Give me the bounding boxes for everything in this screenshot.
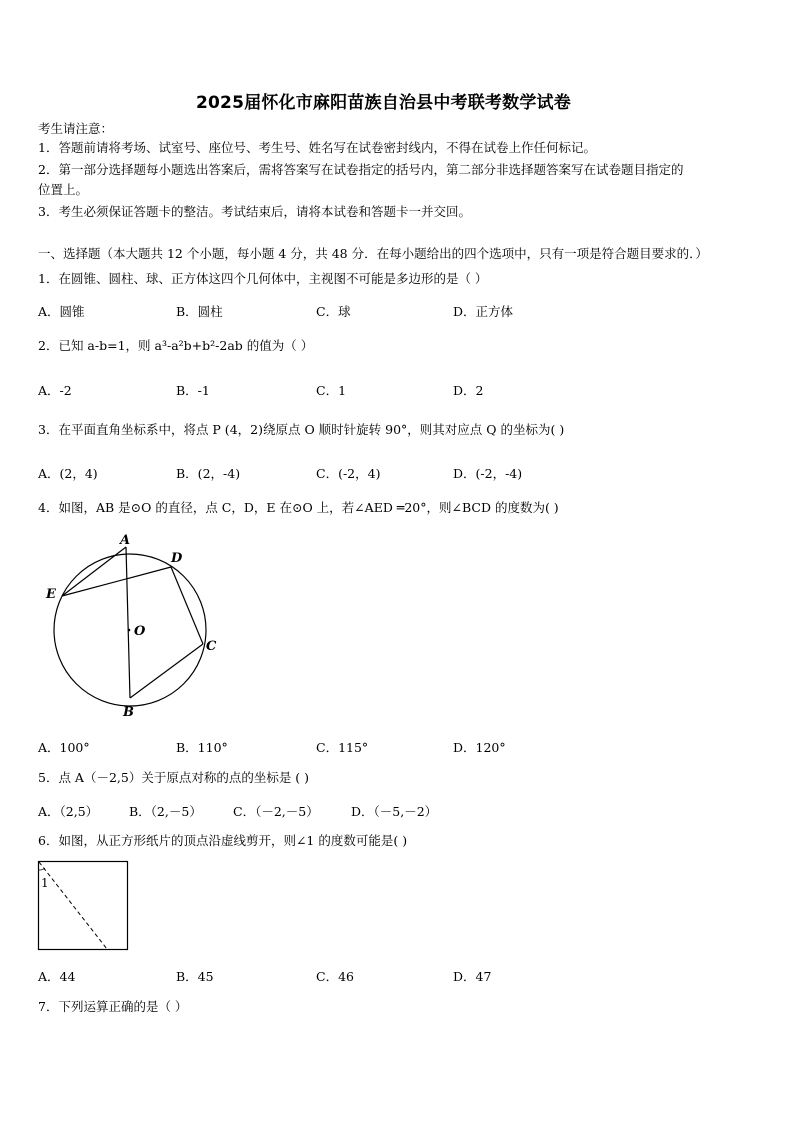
label-c: C [206,639,217,654]
angle-arc [39,868,45,870]
question-3-stem: 3．在平面直角坐标系中，将点 P (4，2)绕原点 O 顺时针旋转 90°，则其对应点 Q 的坐标为( ) [38,422,565,437]
label-e: E [46,587,56,602]
question-2-option-d: D．2 [453,383,484,398]
question-1-option-b: B．圆柱 [176,304,223,319]
notice-item-1: 1．答题前请将考场、试室号、座位号、考生号、姓名写在试卷密封线内，不得在试卷上作任何标记。 [38,140,596,155]
center-dot [128,629,131,632]
question-4-stem: 4．如图，AB 是⊙O 的直径，点 C，D，E 在⊙O 上，若∠AED ═20°，则∠BCD 的度数为( ) [38,500,559,515]
question-3-option-d: D．(-2，-4) [453,466,523,481]
question-5-stem: 5．点 A（－2,5）关于原点对称的点的坐标是 ( ) [38,770,310,785]
question-4-option-a: A．100° [38,740,90,755]
notice-item-2-cont: 位置上。 [38,182,89,197]
circle-figure [40,530,230,725]
question-3-option-a: A．(2，4) [38,466,98,481]
question-5-option-c: C．（－2,－5） [233,804,319,819]
question-6-stem: 6．如图，从正方形纸片的顶点沿虚线剪开，则∠1 的度数可能是( ) [38,833,408,848]
segment-cb [130,644,203,698]
question-1-stem: 1．在圆锥、圆柱、球、正方体这四个几何体中，主视图不可能是多边形的是（ ） [38,271,488,286]
question-6-option-c: C．46 [316,969,354,984]
question-4-option-d: D．120° [453,740,506,755]
question-3-option-b: B．(2，-4) [176,466,241,481]
square-paper [39,862,128,950]
square-figure [37,860,131,954]
notice-item-2: 2．第一部分选择题每小题选出答案后，需将答案写在试卷指定的括号内，第二部分非选择题答案写在试卷题目指定的 [38,162,684,177]
label-b: B [123,705,134,720]
question-7-stem: 7．下列运算正确的是（ ） [38,999,188,1014]
angle-label-1: 1 [41,876,49,890]
section-heading: 一、选择题（本大题共 12 个小题，每小题 4 分，共 48 分．在每小题给出的四个选项中，只有一项是符合题目要求的．） [38,246,708,261]
question-2-stem: 2．已知 a-b=1，则 a³-a²b+b²-2ab 的值为（ ） [38,338,314,353]
question-4-option-b: B．110° [176,740,228,755]
notice-item-3: 3．考生必须保证答题卡的整洁。考试结束后，请将本试卷和答题卡一并交回。 [38,204,471,219]
segment-ed [62,567,171,596]
question-6-option-d: D．47 [453,969,492,984]
question-1-option-d: D．正方体 [453,304,514,319]
question-3-option-c: C．(-2，4) [316,466,381,481]
question-2-option-c: C．1 [316,383,347,398]
question-1-option-a: A．圆锥 [38,304,85,319]
question-4-option-c: C．115° [316,740,369,755]
label-d: D [171,551,183,566]
page-title: 2025届怀化市麻阳苗族自治县中考联考数学试卷 [196,93,571,113]
cut-dashed-line [39,862,107,949]
question-5-option-b: B．（2,－5） [129,804,202,819]
question-6-option-b: B．45 [176,969,214,984]
notice-heading: 考生请注意： [38,121,114,136]
label-o: O [134,624,146,639]
question-1-option-c: C．球 [316,304,351,319]
question-5-option-d: D．（－5,－2） [351,804,438,819]
label-a: A [120,533,131,548]
segment-ab [126,547,130,698]
segment-ae [62,547,126,596]
question-2-option-b: B．-1 [176,383,210,398]
question-2-option-a: A．-2 [38,383,72,398]
question-6-option-a: A．44 [38,969,76,984]
question-5-option-a: A．（2,5） [38,804,99,819]
segment-dc [171,567,203,644]
